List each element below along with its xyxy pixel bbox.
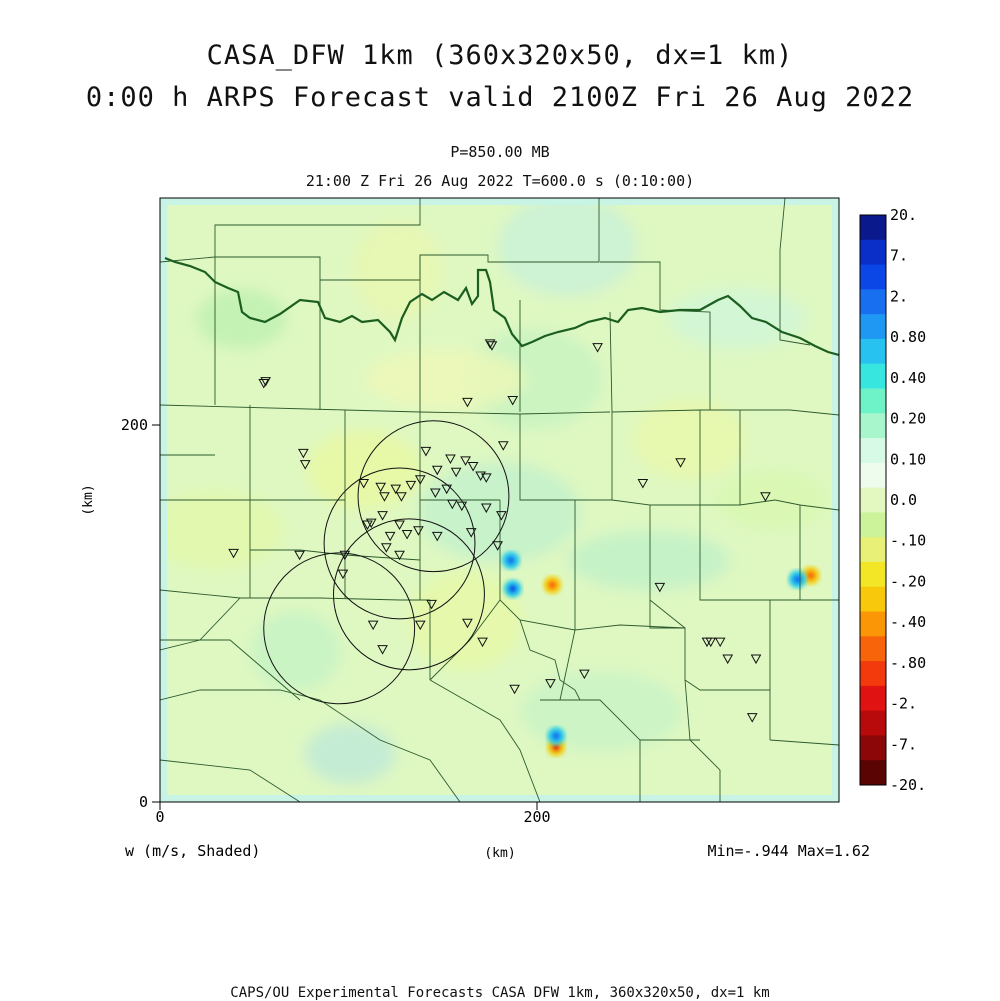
colorbar-swatch [860, 537, 886, 562]
field-texture-patch [568, 530, 730, 590]
field-texture-patch [668, 289, 806, 349]
colorbar-swatch [860, 488, 886, 513]
colorbar-labels [890, 206, 926, 794]
colorbar-swatch [860, 463, 886, 488]
colorbar-swatch [860, 289, 886, 314]
chart-title-line1: CASA_DFW 1km (360x320x50, dx=1 km) [206, 40, 794, 71]
colorbar-swatch [860, 364, 886, 389]
field-texture-patch [714, 470, 828, 530]
footer-credit: CAPS/OU Experimental Forecasts CASA DFW 1km, 360x320x50, dx=1 km [230, 985, 770, 1001]
colorbar-label: 0.10 [890, 450, 927, 469]
x-tick-200: 200 [523, 808, 551, 826]
updraft-cell [504, 580, 522, 598]
updraft-cell [543, 576, 561, 594]
colorbar-label: 0.20 [890, 409, 927, 428]
field-texture-patch [498, 196, 636, 296]
colorbar-swatch [860, 686, 886, 711]
colorbar-swatch [860, 388, 886, 413]
chart-title-line2: 0:00 h ARPS Forecast valid 2100Z Fri 26 Aug 2022 [85, 82, 915, 113]
colorbar-label: 0.80 [890, 328, 927, 347]
valid-time-label: 21:00 Z Fri 26 Aug 2022 T=600.0 s (0:10:00) [305, 172, 695, 190]
field-texture-patch [305, 724, 395, 784]
colorbar-label: -7. [890, 735, 918, 754]
pressure-level-label: P=850.00 MB [450, 143, 550, 161]
y-tick-200: 200 [120, 416, 148, 434]
colorbar-swatch [860, 562, 886, 587]
colorbar-swatch [860, 265, 886, 290]
colorbar-label: -.40 [890, 613, 927, 632]
field-texture-patch [353, 220, 443, 320]
y-tick-0: 0 [138, 793, 148, 811]
colorbar-swatch [860, 661, 886, 686]
field-texture-patch [364, 349, 526, 409]
colorbar-label: 0.40 [890, 368, 927, 387]
colorbar-swatch [860, 438, 886, 463]
colorbar-swatch [860, 413, 886, 438]
min-max-label: Min=-.944 Max=1.62 [707, 842, 870, 860]
x-axis-label: (km) [484, 846, 516, 861]
field-texture-patch [633, 400, 747, 480]
colorbar-swatch [860, 612, 886, 637]
field-label: w (m/s, Shaded) [125, 842, 261, 860]
colorbar-swatch [860, 711, 886, 736]
field-shading [145, 196, 867, 802]
updraft-cell [789, 570, 807, 588]
colorbar-swatch [860, 760, 886, 785]
x-tick-0: 0 [155, 808, 165, 826]
colorbar-swatch [860, 735, 886, 760]
colorbar-swatch [860, 314, 886, 339]
colorbar-swatch [860, 512, 886, 537]
updraft-cell [502, 551, 520, 569]
colorbar-swatch [860, 587, 886, 612]
colorbar-label: 2. [890, 287, 909, 306]
colorbar [860, 215, 886, 786]
colorbar-swatch [860, 240, 886, 265]
colorbar-swatch [860, 215, 886, 240]
colorbar-swatch [860, 339, 886, 364]
colorbar-swatch [860, 636, 886, 661]
colorbar-label: -.80 [890, 653, 927, 672]
colorbar-label: 20. [890, 206, 918, 224]
colorbar-label: -2. [890, 694, 918, 713]
colorbar-label: -20. [890, 776, 927, 794]
y-axis-label: (km) [81, 484, 96, 516]
updraft-cell [547, 727, 565, 745]
colorbar-label: 0.0 [890, 491, 918, 509]
colorbar-label: 7. [890, 246, 909, 265]
colorbar-label: -.10 [890, 531, 927, 550]
colorbar-label: -.20 [890, 572, 927, 591]
field-texture-patch [520, 671, 682, 751]
